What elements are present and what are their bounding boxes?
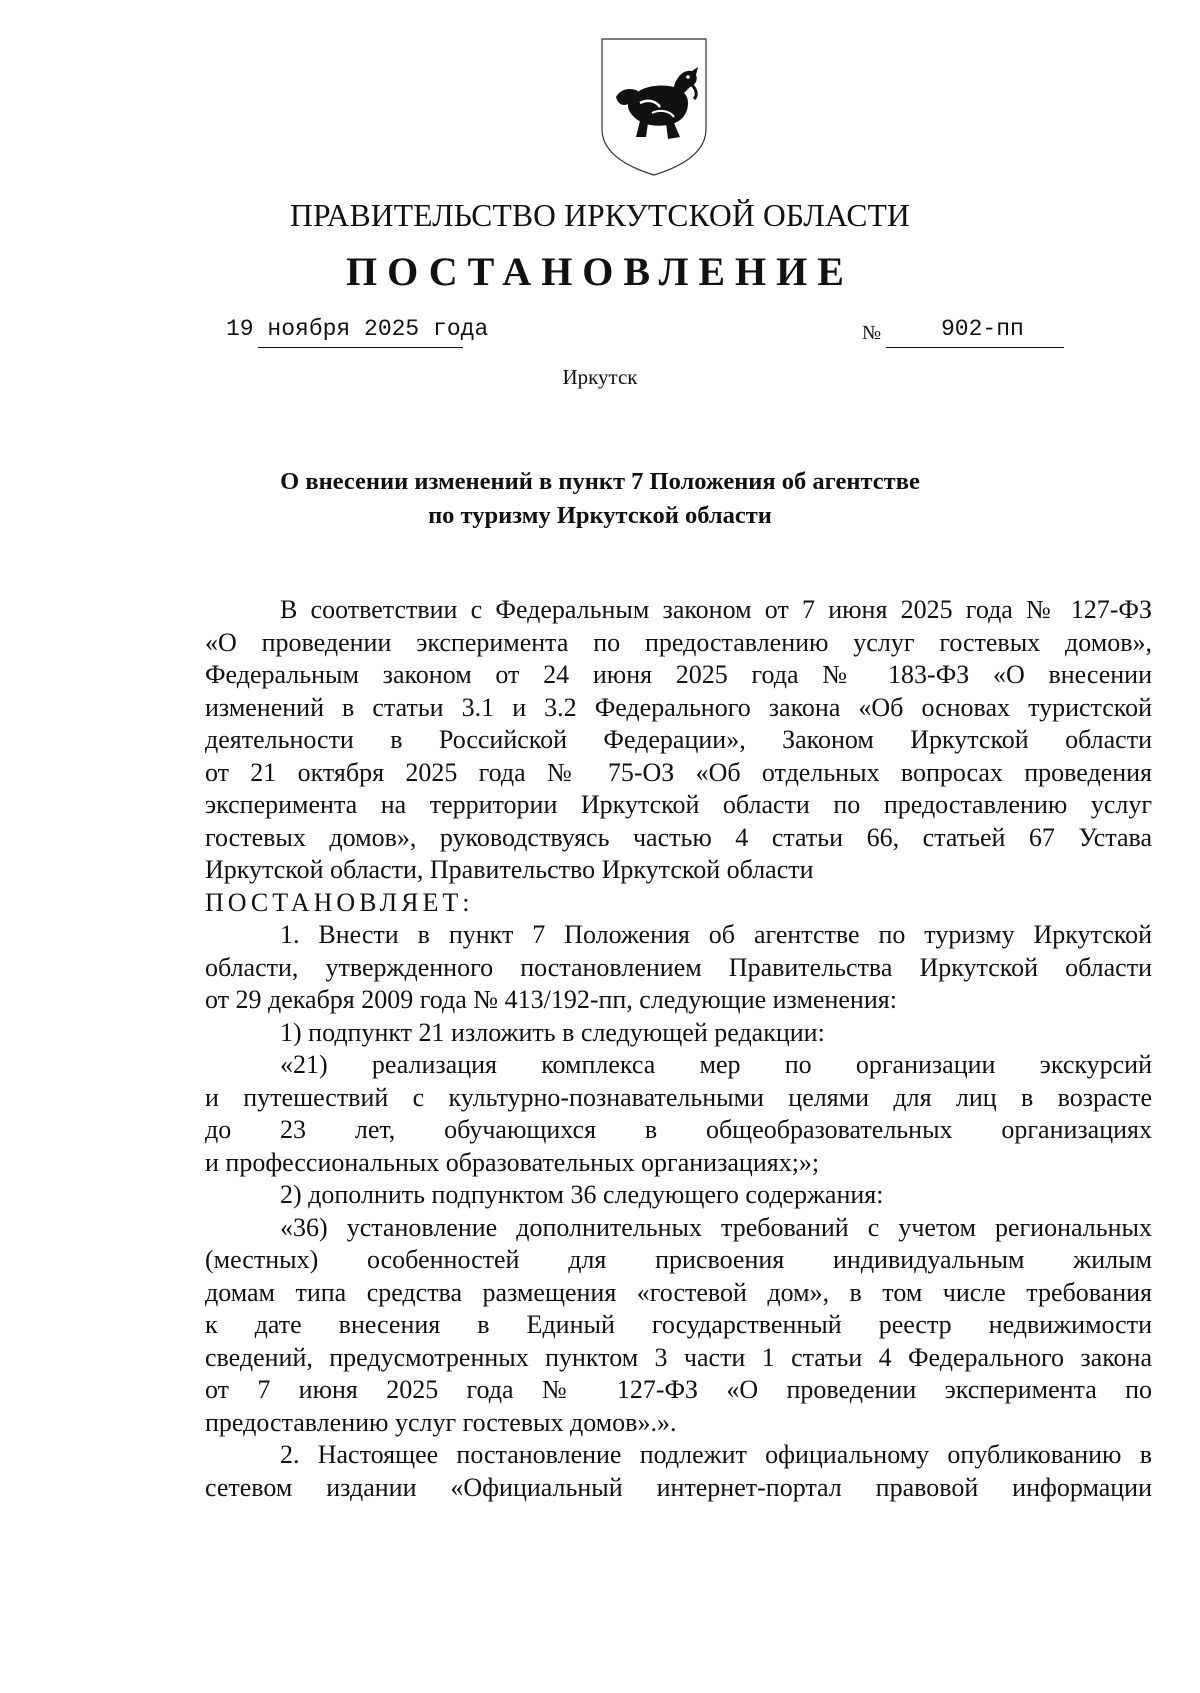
number-underline [886, 347, 1064, 348]
body-line: деятельности в Российской Федерации», Законом Иркутской области [205, 725, 1152, 754]
body-line: и путешествий с культурно-познавательными целями для лиц в возрасте [205, 1082, 1152, 1112]
document-body [205, 594, 1152, 1504]
body-line: Иркутской области, Правительство Иркутской области [205, 855, 814, 884]
body-line: предоставлению услуг гостевых домов».». [205, 1407, 677, 1437]
document-number: 902-пп [941, 316, 1024, 342]
body-line: сведений, предусмотренных пунктом 3 части 1 статьи 4 Федерального закона [205, 1342, 1152, 1372]
body-line: «21) реализация комплекса мер по организации экскурсий [280, 1050, 1152, 1079]
body-line: домам типа средства размещения «гостевой дом», в том числе требования [205, 1277, 1152, 1307]
body-line: от 21 октября 2025 года № 75-ОЗ «Об отдельных вопросах проведения [205, 757, 1152, 787]
body-line: от 29 декабря 2009 года № 413/192-пп, следующие изменения: [205, 985, 897, 1014]
coat-of-arms-icon [600, 37, 708, 177]
body-line: области, утвержденного постановлением Правительства Иркутской области [205, 952, 1152, 982]
document-type: ПОСТАНОВЛЕНИЕ [346, 249, 854, 294]
date-underline [258, 347, 463, 348]
body-line: «О проведении эксперимента по предоставлению услуг гостевых домов», [205, 627, 1152, 657]
number-sign: № [862, 322, 882, 344]
body-line: гостевых домов», руководствуясь частью 4 статьи 66, статьей 67 Устава [205, 822, 1152, 852]
body-line: 1) подпункт 21 изложить в следующей редакции: [280, 1017, 825, 1047]
body-line: и профессиональных образовательных организациях;»; [205, 1147, 820, 1177]
body-line: «36) установление дополнительных требований с учетом региональных [280, 1212, 1152, 1242]
body-line: Федеральным законом от 24 июня 2025 года № 183-ФЗ «О внесении [205, 660, 1152, 689]
title-line: О внесении изменений в пункт 7 Положения об агентстве [280, 468, 920, 495]
city-name: Иркутск [562, 365, 638, 389]
body-line: 1. Внести в пункт 7 Положения об агентстве по туризму Иркутской [280, 920, 1152, 949]
document-title [0, 465, 1200, 533]
organization-name: ПРАВИТЕЛЬСТВО ИРКУТСКОЙ ОБЛАСТИ [290, 198, 910, 233]
title-line: по туризму Иркутской области [428, 502, 772, 529]
body-line: эксперимента на территории Иркутской области по предоставлению услуг [205, 790, 1152, 819]
body-line: изменений в статьи 3.1 и 3.2 Федерального закона «Об основах туристской [205, 692, 1152, 722]
body-line: 2) дополнить подпунктом 36 следующего содержания: [280, 1180, 884, 1209]
body-line: (местных) особенностей для присвоения индивидуальным жилым [205, 1245, 1152, 1274]
resolves-heading: ПОСТАНОВЛЯЕТ: [205, 887, 474, 917]
document-date: 19 ноября 2025 года [226, 316, 489, 342]
body-line: до 23 лет, обучающихся в общеобразовательных организациях [205, 1115, 1152, 1144]
body-line: к дате внесения в Единый государственный реестр недвижимости [205, 1310, 1152, 1339]
body-line: сетевом издании «Официальный интернет-портал правовой информации [205, 1472, 1152, 1502]
body-line: от 7 июня 2025 года № 127-ФЗ «О проведении эксперимента по [205, 1375, 1152, 1404]
body-line: 2. Настоящее постановление подлежит официальному опубликованию в [280, 1440, 1152, 1469]
body-line: В соответствии с Федеральным законом от 7 июня 2025 года № 127-ФЗ [280, 595, 1152, 624]
